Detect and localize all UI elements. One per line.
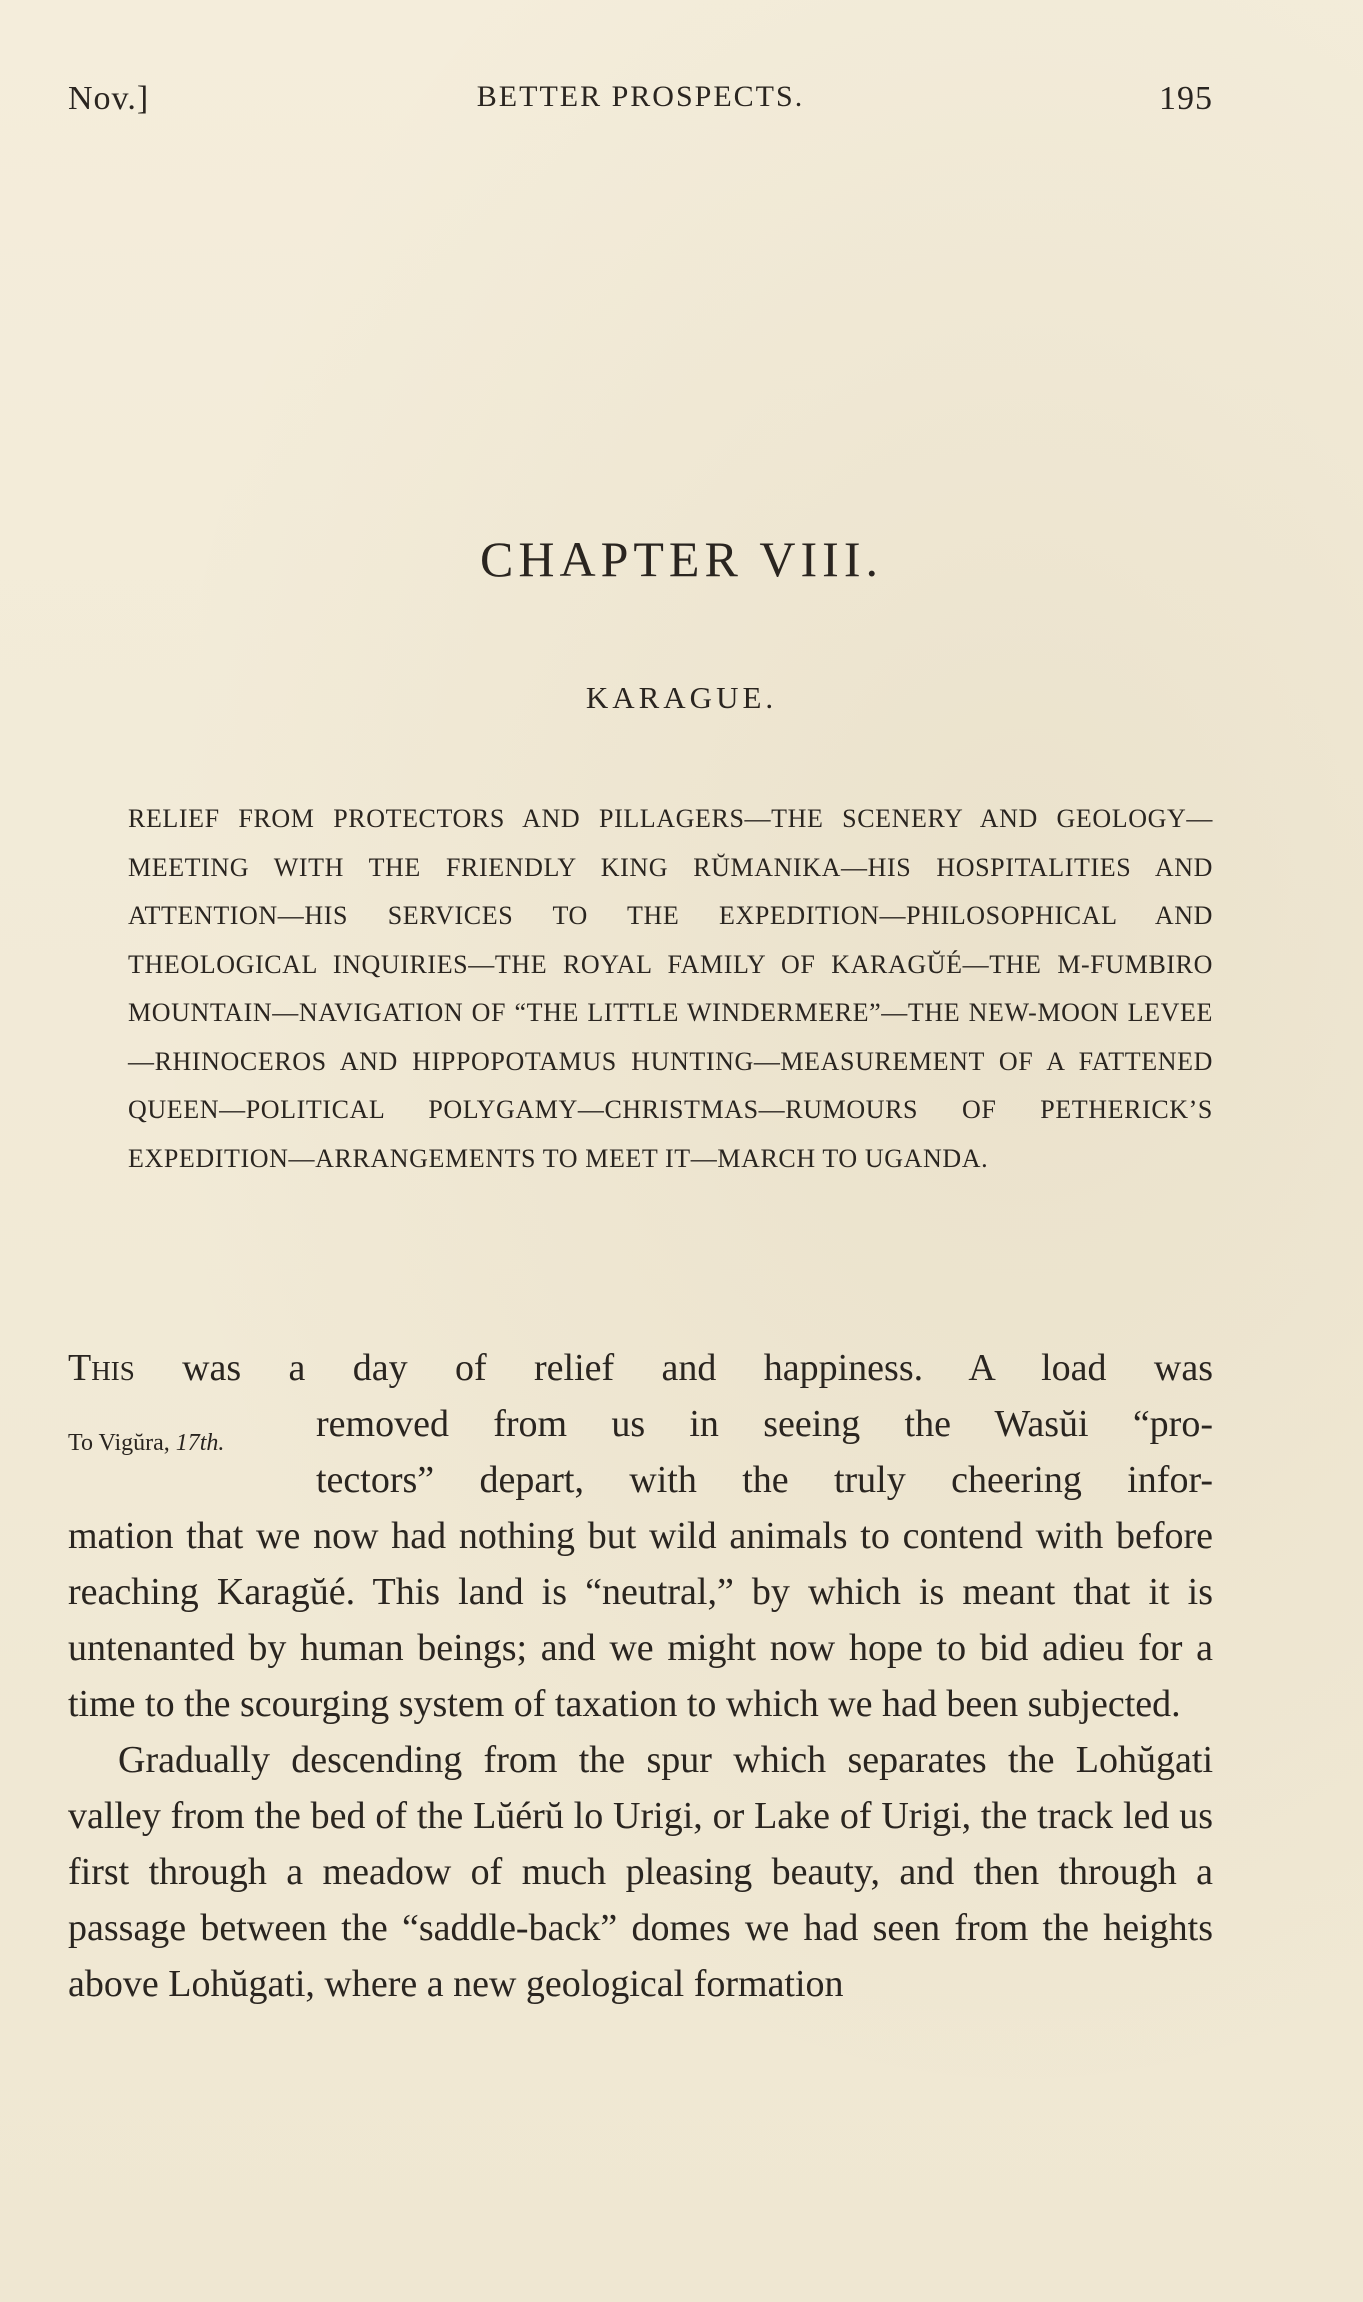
margin-sidenote: [68, 1428, 224, 1458]
running-head: [68, 80, 1213, 130]
paragraph-1-line-1: was a day of relief and happiness. A load was: [134, 1347, 1213, 1389]
running-head-title: BETTER PROSPECTS.: [476, 80, 805, 113]
body-text: [68, 1340, 1213, 2012]
paragraph-1-first-word: This: [68, 1347, 135, 1389]
chapter-subtitle: KARAGUE.: [585, 680, 778, 715]
running-head-month: Nov.]: [68, 80, 150, 117]
paragraph-1-line-3: tectors” depart, with the truly cheering infor-: [316, 1459, 1213, 1501]
chapter-title: CHAPTER VIII.: [480, 531, 883, 587]
sidenote-date: 17th.: [175, 1430, 225, 1456]
sidenote-block: [68, 1396, 1213, 1508]
paragraph-2: Gradually descending from the spur which separates the Lohŭgati valley from the bed of the Lŭérŭ lo Urigi, or Lake of Urigi, the track led us first through a meadow of much pleasing beauty, and then through a passage between the “saddle-back” domes we had seen from the heights above Lohŭgati, where a new geological formation: [68, 1739, 1213, 2005]
sidenote-place: To Vigŭra,: [68, 1430, 170, 1456]
paragraph-1-first-line: [68, 1340, 1213, 1396]
chapter-synopsis: RELIEF FROM PROTECTORS AND PILLAGERS—THE SCENERY AND GEOLOGY—MEETING WITH THE FRIENDLY KING RŬMANIKA—HIS HOSPITALITIES AND ATTENTION—HIS SERVICES TO THE EXPEDITION—PHILOSOPHICAL AND THEOLOGICAL INQUIRIES—THE ROYAL FAMILY OF KARAGŬÉ—THE M-FUMBIRO MOUNTAIN—NAVIGATION OF “THE LITTLE WINDERMERE”—THE NEW-MOON LEVEE—RHINOCEROS AND HIPPOPOTAMUS HUNTING—MEASUREMENT OF A FATTENED QUEEN—POLITICAL POLYGAMY—CHRISTMAS—RUMOURS OF PETHERICK’S EXPEDITION—ARRANGEMENTS TO MEET IT—MARCH TO UGANDA.: [128, 804, 1213, 1173]
paragraph-1-line-2: removed from us in seeing the Wasŭi “pro-: [316, 1403, 1213, 1445]
page-number: 195: [1159, 80, 1213, 117]
paragraph-1-rest: mation that we now had nothing but wild animals to contend with before reaching Karagŭé. This land is “neutral,” by which is meant that it is untenanted by human beings; and we might now hope to bid adieu for a time to the scourging system of taxation to which we had been subjected.: [68, 1515, 1213, 1725]
